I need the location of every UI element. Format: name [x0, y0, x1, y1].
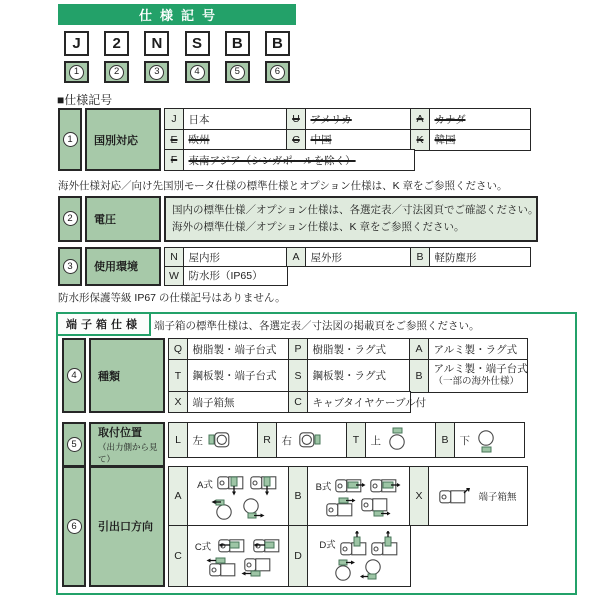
direction-cell-c: [187, 525, 290, 587]
code-cell: U: [286, 108, 306, 130]
direction-cell-d: [307, 525, 411, 587]
row-number-cell: [62, 338, 86, 413]
table-row: [168, 422, 525, 458]
position-label: 下: [459, 434, 470, 447]
table-row: [168, 391, 528, 413]
value-cell: [276, 422, 348, 458]
motor-arrow-up-icon: [370, 531, 398, 557]
code-number-box: [265, 61, 290, 83]
circled-digit: 6: [270, 65, 285, 80]
diagram-row: [316, 476, 402, 496]
terminal-box-section-note: 端子箱の標準仕様は、各選定表／寸法図の掲載頁をご参照ください。: [154, 320, 480, 332]
table-row: [164, 266, 531, 286]
row-number-cell: [62, 466, 86, 587]
code-cell: C: [288, 391, 308, 413]
circled-digit: 2: [63, 211, 78, 226]
code-cell: R: [257, 422, 277, 458]
code-cell: A: [168, 466, 188, 526]
table-row: [168, 338, 528, 360]
table-row: [164, 149, 531, 171]
motor-front-bottom-arrow-left-icon: [360, 558, 384, 582]
value-cell: 端子箱無: [187, 391, 290, 413]
environment-table: [58, 247, 531, 286]
row-number-cell: [58, 108, 82, 171]
motor-arrow-left-icon: [214, 536, 246, 556]
circled-digit: 5: [230, 65, 245, 80]
code-cell: A: [409, 338, 429, 360]
diagram-row: [325, 497, 392, 517]
code-letter-box: N: [144, 31, 169, 56]
spec-code-panel: [58, 4, 296, 83]
circled-digit: 4: [190, 65, 205, 80]
row-number-cell: [58, 247, 82, 286]
row-sublabel: （出力側から見て）: [98, 442, 158, 464]
row-label: 使用環境: [94, 261, 138, 274]
value-cell: [187, 422, 259, 458]
circled-digit: 2: [109, 65, 124, 80]
direction-cell-b: [307, 466, 411, 526]
value-cell: 防水形（IP65）: [183, 266, 288, 286]
value-cell: 日本: [183, 108, 288, 130]
table-row: [164, 129, 531, 151]
code-cell: B: [288, 466, 308, 526]
code-cell: C: [168, 525, 188, 587]
row-label: 国別対応: [94, 134, 138, 147]
value-cell: 東南アジア（シンガポールを除く）: [183, 149, 415, 171]
position-label: 右: [281, 434, 292, 447]
voltage-table: [58, 196, 538, 242]
row-number-cell: [58, 196, 82, 242]
row-label-cell: [89, 338, 165, 413]
value-cell: カナダ: [429, 108, 531, 130]
diagram-row: [197, 472, 279, 496]
type-table: [62, 338, 528, 413]
code-letter-box: B: [225, 31, 250, 56]
direction-grid: [168, 466, 528, 587]
voltage-line: 国内の標準仕様／オプション仕様は、各選定表／寸法図頁でご確認ください。: [172, 204, 539, 216]
motor-arrow-left-icon: [249, 536, 281, 556]
table-row: [164, 108, 531, 130]
motor-arrow-down-icon: [249, 472, 279, 496]
circled-digit: 1: [69, 65, 84, 80]
circled-digit: 5: [67, 437, 82, 452]
value-cell: 屋内形: [183, 247, 288, 267]
motor-box-bottom-icon: [475, 427, 497, 453]
row-label: 種類: [98, 370, 120, 383]
motor-arrow-right-icon: [369, 476, 401, 496]
value-cell: アメリカ: [305, 108, 412, 130]
environment-grid: [164, 247, 531, 286]
leadout-direction-table: [62, 466, 528, 587]
value-cell: [454, 422, 525, 458]
no-terminal-box-label: 端子箱無: [478, 492, 517, 503]
code-cell: T: [346, 422, 366, 458]
position-label: 上: [370, 434, 381, 447]
code-letter-box: 2: [104, 31, 129, 56]
value-cell: キャブタイヤケーブル付: [307, 391, 411, 413]
type-label: C式: [194, 541, 212, 553]
terminal-box-section-label: 端子箱仕様: [56, 312, 151, 336]
environment-note: 防水形保護等級 IP67 の仕様記号はありません。: [58, 292, 286, 304]
spec-code-title: 仕様記号: [58, 4, 296, 25]
circled-digit: 6: [67, 519, 82, 534]
value-line-2: （一部の海外仕様）: [433, 376, 520, 388]
row-label-cell: [85, 196, 161, 242]
diagram-row: [211, 497, 266, 521]
mounting-position-table: [62, 422, 525, 467]
row-label: 引出口方向: [98, 521, 153, 534]
value-cell: 鋼板製・ラグ式: [307, 359, 411, 393]
motor-box-top-icon: [386, 427, 408, 453]
code-letter-box: B: [265, 31, 290, 56]
type-label: A式: [197, 480, 213, 491]
value-cell: 軽防塵形: [429, 247, 531, 267]
table-row: [164, 247, 531, 267]
code-number-box: [64, 61, 89, 83]
value-cell: 屋外形: [305, 247, 412, 267]
code-cell: L: [168, 422, 188, 458]
code-number-box: [144, 61, 169, 83]
code-cell: X: [168, 391, 188, 413]
value-cell: 鋼板製・端子台式: [187, 359, 290, 393]
direction-cell-x: [428, 466, 528, 526]
value-cell: 樹脂製・端子台式: [187, 338, 290, 360]
motor-box-right-icon: [297, 430, 323, 450]
voltage-content: [164, 196, 538, 242]
motor-top-arrow-left-icon: [205, 557, 237, 577]
value-cell: 樹脂製・ラグ式: [307, 338, 411, 360]
table-row: [168, 525, 528, 587]
type-label: D式: [319, 539, 336, 551]
voltage-text-box: [164, 196, 538, 242]
table-row: [168, 359, 528, 393]
value-cell: 韓国: [429, 129, 531, 151]
table-row: [168, 466, 528, 526]
code-cell: B: [409, 359, 429, 393]
voltage-line: 海外の標準仕様／オプション仕様は、K 章をご参照ください。: [172, 220, 465, 233]
row-number-cell: [62, 422, 86, 467]
motor-top-arrow-right-icon: [325, 497, 357, 517]
code-number-box: [104, 61, 129, 83]
code-cell: B: [410, 247, 430, 267]
type-grid: [168, 338, 528, 413]
code-letter-box: J: [64, 31, 89, 56]
motor-arrow-up-icon: [339, 531, 367, 557]
circled-digit: 1: [63, 132, 78, 147]
position-grid: [168, 422, 525, 467]
country-grid: [164, 108, 531, 171]
motor-bottom-arrow-right-icon: [360, 497, 392, 517]
row-label-cell: [89, 466, 165, 587]
value-cell: [428, 359, 528, 393]
terminal-box-section: [56, 312, 577, 595]
row-label: 取付位置: [98, 427, 142, 439]
position-label: 左: [192, 434, 203, 447]
spec-code-numbers: [58, 61, 296, 83]
spec-code-letters: [58, 31, 296, 56]
code-cell: N: [164, 247, 184, 267]
code-cell: A: [410, 108, 430, 130]
value-cell: 中国: [305, 129, 412, 151]
code-cell: K: [410, 129, 430, 151]
code-cell: W: [164, 266, 184, 286]
motor-arrow-down-icon: [216, 472, 246, 496]
diagram-row: [205, 557, 272, 577]
circled-digit: 3: [149, 65, 164, 80]
type-label: B式: [315, 482, 332, 493]
country-table: [58, 108, 531, 171]
row-label-cell: [85, 108, 161, 171]
section-heading: ■仕様記号: [57, 93, 113, 107]
motor-front-top-arrow-right-icon: [333, 558, 357, 582]
value-cell: [365, 422, 437, 458]
circled-digit: 3: [63, 259, 78, 274]
code-cell: J: [164, 108, 184, 130]
motor-arrow-right-icon: [334, 476, 366, 496]
code-number-box: [185, 61, 210, 83]
country-note: 海外仕様対応／向け先国別モータ仕様の標準仕様とオプション仕様は、K 章をご参照ください。: [58, 180, 508, 192]
code-cell: S: [288, 359, 308, 393]
code-cell: A: [286, 247, 306, 267]
code-cell: Q: [168, 338, 188, 360]
circled-digit: 4: [67, 368, 82, 383]
code-cell: T: [168, 359, 188, 393]
motor-bottom-arrow-left-icon: [240, 557, 272, 577]
diagram-row: [195, 536, 281, 556]
motor-front-arrow-left-icon: [211, 497, 237, 521]
code-cell: F: [164, 149, 184, 171]
code-cell: D: [288, 525, 308, 587]
code-cell: B: [435, 422, 455, 458]
diagram-row: [319, 531, 397, 557]
code-cell: E: [164, 129, 184, 151]
row-label: 電圧: [94, 213, 116, 226]
direction-cell-a: [187, 466, 290, 526]
code-cell: X: [409, 466, 429, 526]
value-line: アルミ製・端子台式: [433, 363, 528, 375]
code-letter-box: S: [185, 31, 210, 56]
code-cell: P: [288, 338, 308, 360]
motor-box-left-icon: [208, 430, 234, 450]
value-cell: 欧州: [183, 129, 288, 151]
motor-front-arrow-right-icon: [240, 497, 266, 521]
code-number-box: [225, 61, 250, 83]
diagram-row: [333, 558, 384, 582]
motor-no-box-icon: [438, 486, 472, 506]
row-label-cell: [85, 247, 161, 286]
row-label-cell: [89, 422, 165, 467]
code-cell: C: [286, 129, 306, 151]
value-cell: アルミ製・ラグ式: [428, 338, 528, 360]
